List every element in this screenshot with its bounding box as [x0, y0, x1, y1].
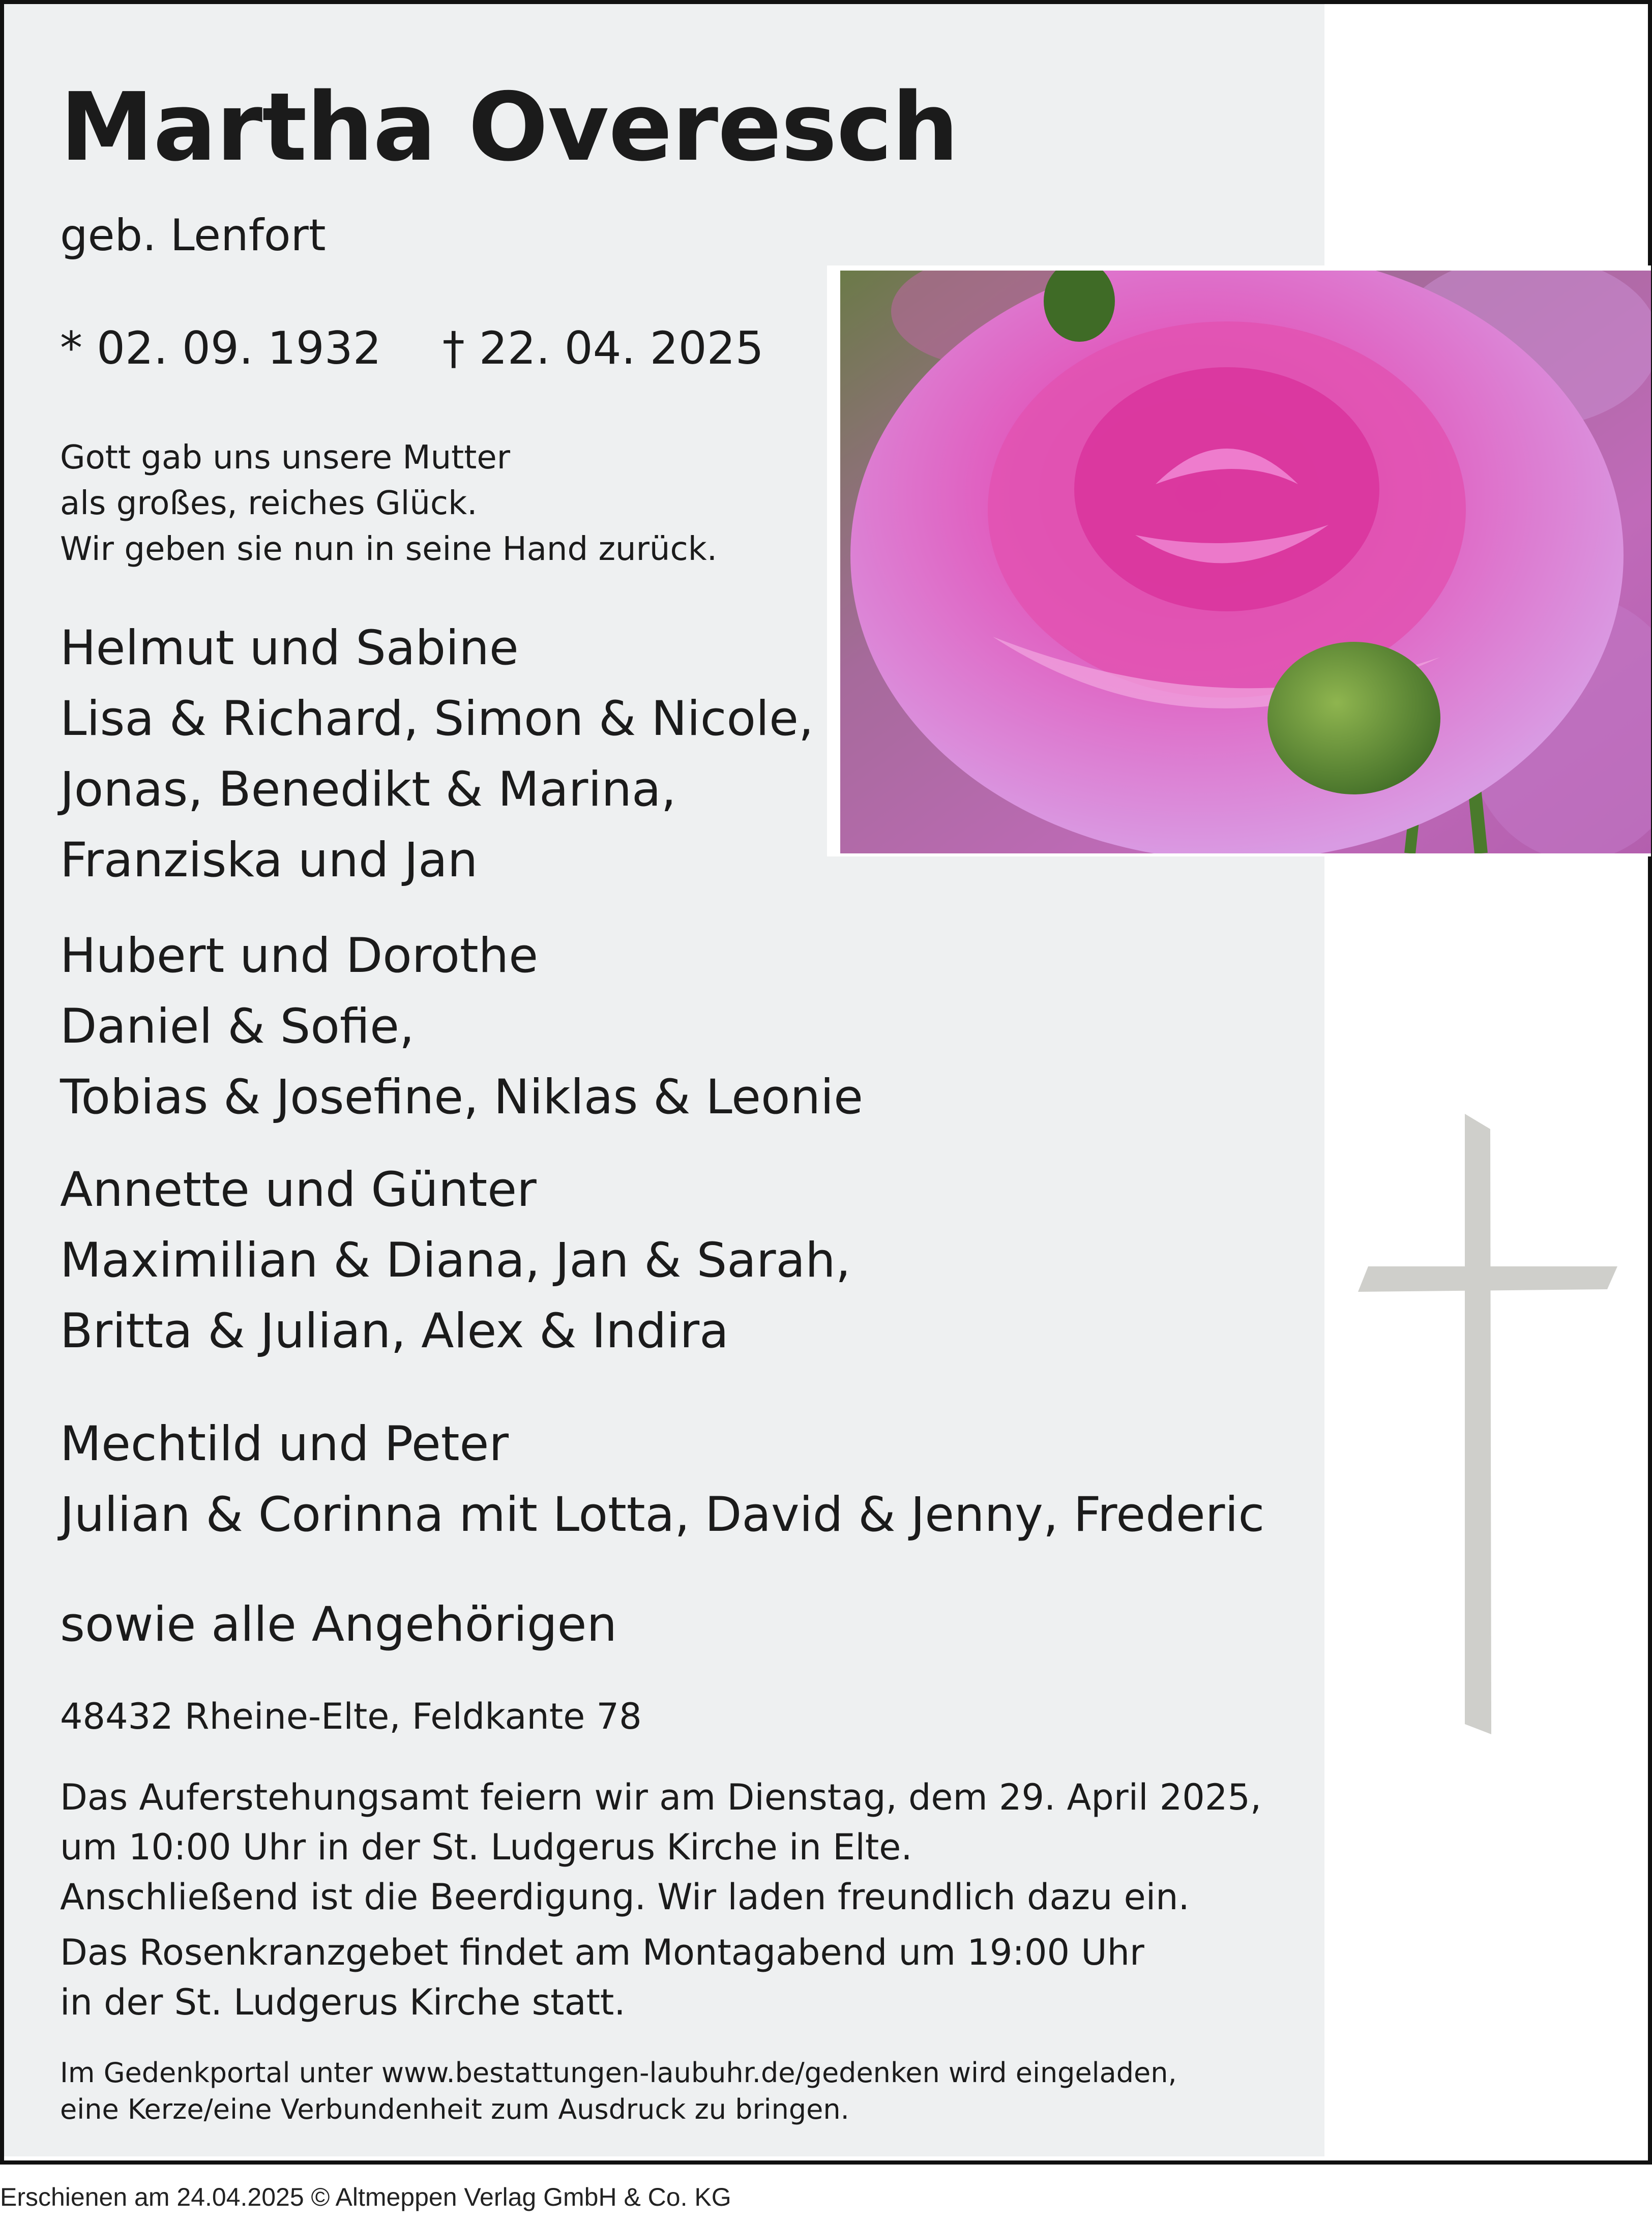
portal-line: eine Kerze/eine Verbundenheit zum Ausdruck zu bringen.: [60, 2093, 849, 2125]
verse-line: Gott gab uns unsere Mutter: [60, 439, 511, 477]
address: 48432 Rheine-Elte, Feldkante 78: [60, 1696, 642, 1737]
cross-icon: [1358, 1114, 1617, 1734]
rosary-line: Das Rosenkranzgebet findet am Montagabend um 19:00 Uhr: [60, 1932, 1144, 1973]
family-group: [60, 921, 863, 1133]
verse-line: als großes, reiches Glück.: [60, 485, 478, 522]
family-line: Helmut und Sabine: [60, 620, 519, 676]
rosary-info: [60, 1928, 1144, 2027]
birth-name: geb. Lenfort: [60, 210, 326, 261]
family-line: Maximilian & Diana, Jan & Sarah,: [60, 1233, 851, 1288]
family-line: Daniel & Sofie,: [60, 999, 415, 1054]
family-line: Annette und Günter: [60, 1162, 537, 1218]
life-dates: [60, 320, 764, 376]
family-line: Hubert und Dorothe: [60, 928, 539, 984]
other-relatives: sowie alle Angehörigen: [60, 1597, 617, 1652]
portal-line: Im Gedenkportal unter www.bestattungen-laubuhr.de/gedenken wird eingeladen,: [60, 2057, 1177, 2089]
verse-line: Wir geben sie nun in seine Hand zurück.: [60, 530, 718, 568]
family-line: Mechtild und Peter: [60, 1416, 509, 1472]
rosary-line: in der St. Ludgerus Kirche statt.: [60, 1981, 626, 2023]
family-line: Britta & Julian, Alex & Indira: [60, 1303, 729, 1359]
family-line: Jonas, Benedikt & Marina,: [60, 762, 676, 817]
verse: [60, 435, 717, 572]
family-group: [60, 1154, 851, 1367]
family-line: Franziska und Jan: [60, 833, 478, 888]
birth-date: * 02. 09. 1932: [60, 322, 381, 374]
service-line: um 10:00 Uhr in der St. Ludgerus Kirche in Elte.: [60, 1826, 912, 1868]
service-line: Anschließend ist die Beerdigung. Wir laden freundlich dazu ein.: [60, 1876, 1190, 1918]
memorial-portal-info: [60, 2055, 1177, 2128]
pink-rose-photo: [827, 265, 1651, 856]
death-date: † 22. 04. 2025: [442, 322, 764, 374]
service-line: Das Auferstehungsamt feiern wir am Dienstag, dem 29. April 2025,: [60, 1776, 1262, 1818]
family-group: [60, 1409, 1264, 1550]
publication-footer: Erschienen am 24.04.2025 © Altmeppen Verlag GmbH & Co. KG: [0, 2183, 731, 2211]
family-line: Julian & Corinna mit Lotta, David & Jenny, Frederic: [60, 1487, 1265, 1543]
funeral-service-info: [60, 1772, 1261, 1922]
deceased-name: Martha Overesch: [60, 72, 959, 182]
family-line: Lisa & Richard, Simon & Nicole,: [60, 691, 814, 747]
family-group: [60, 613, 814, 896]
family-line: Tobias & Josefine, Niklas & Leonie: [60, 1070, 863, 1125]
